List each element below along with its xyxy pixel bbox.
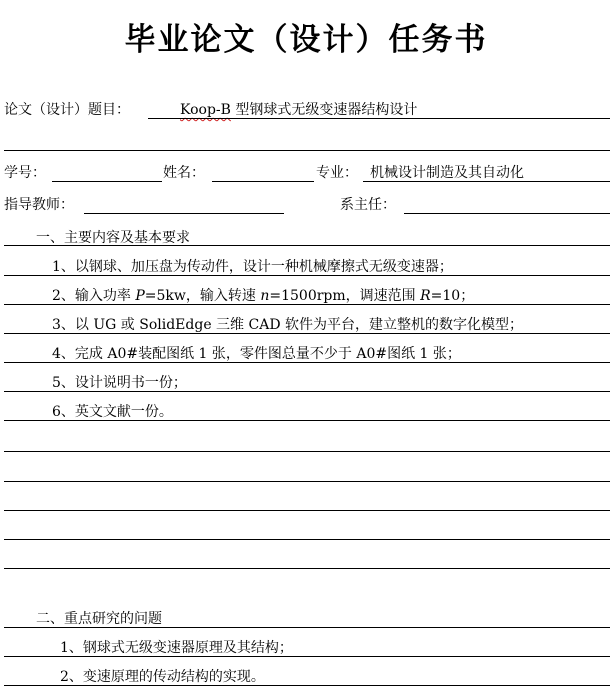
topic-value (180, 101, 417, 119)
requirement-item: 4、完成 A0#装配图纸 1 张，零件图总量不少于 A0#图纸 1 张； (52, 346, 461, 362)
topic-model-code: Koop-B (180, 102, 231, 118)
rule (4, 333, 610, 334)
text-run: =5kw，输入转速 (144, 288, 261, 304)
advisor-label: 指导教师： (4, 197, 74, 213)
major-underline (363, 181, 610, 182)
major-value: 机械设计制造及其自动化 (370, 165, 524, 181)
variable-n: n (260, 288, 270, 304)
key-problem-item: 2、变速原理的传动结构的实现。 (60, 669, 265, 685)
requirement-item (52, 287, 474, 305)
dept-head-field (404, 213, 610, 214)
rule (4, 420, 610, 421)
topic-title-text: 型钢球式无级变速器结构设计 (230, 102, 418, 118)
major-label: 专业： (316, 165, 358, 181)
text-run: 2、输入功率 (52, 288, 136, 304)
rule (4, 391, 610, 392)
section-heading-main-content: 一、主要内容及基本要求 (36, 230, 190, 246)
name-label: 姓名： (163, 165, 205, 181)
name-field (212, 181, 314, 182)
key-problem-item: 1、钢球式无级变速器原理及其结构； (60, 640, 293, 656)
topic-underline (148, 118, 610, 119)
advisor-field (84, 213, 284, 214)
section-heading-key-problems: 二、重点研究的问题 (36, 611, 162, 627)
variable-r: R (420, 288, 431, 304)
blank-rule (4, 568, 610, 569)
requirement-item: 6、英文文献一份。 (52, 404, 173, 420)
text-run: =10； (430, 288, 475, 304)
requirement-item: 3、以 UG 或 SolidEdge 三维 CAD 软件为平台，建立整机的数字化模型； (52, 317, 524, 333)
variable-p: P (135, 288, 145, 304)
rule (4, 656, 610, 657)
blank-rule (4, 150, 610, 151)
blank-rule (4, 451, 610, 452)
blank-rule (4, 510, 610, 511)
rule (4, 685, 610, 686)
rule (4, 275, 610, 276)
student-id-label: 学号： (4, 165, 46, 181)
blank-rule (4, 481, 610, 482)
requirement-item: 5、设计说明书一份； (52, 375, 187, 391)
rule (4, 362, 610, 363)
requirement-item: 1、以钢球、加压盘为传动件，设计一种机械摩擦式无级变速器； (52, 259, 453, 275)
topic-label: 论文（设计）题目： (4, 102, 130, 118)
blank-rule (4, 539, 610, 540)
document-title: 毕业论文（设计）任务书 (124, 22, 488, 58)
rule (4, 245, 610, 246)
rule (4, 627, 610, 628)
student-id-field (52, 181, 162, 182)
dept-head-label: 系主任： (340, 197, 396, 213)
text-run: =1500rpm，调速范围 (269, 288, 421, 304)
rule (4, 304, 610, 305)
